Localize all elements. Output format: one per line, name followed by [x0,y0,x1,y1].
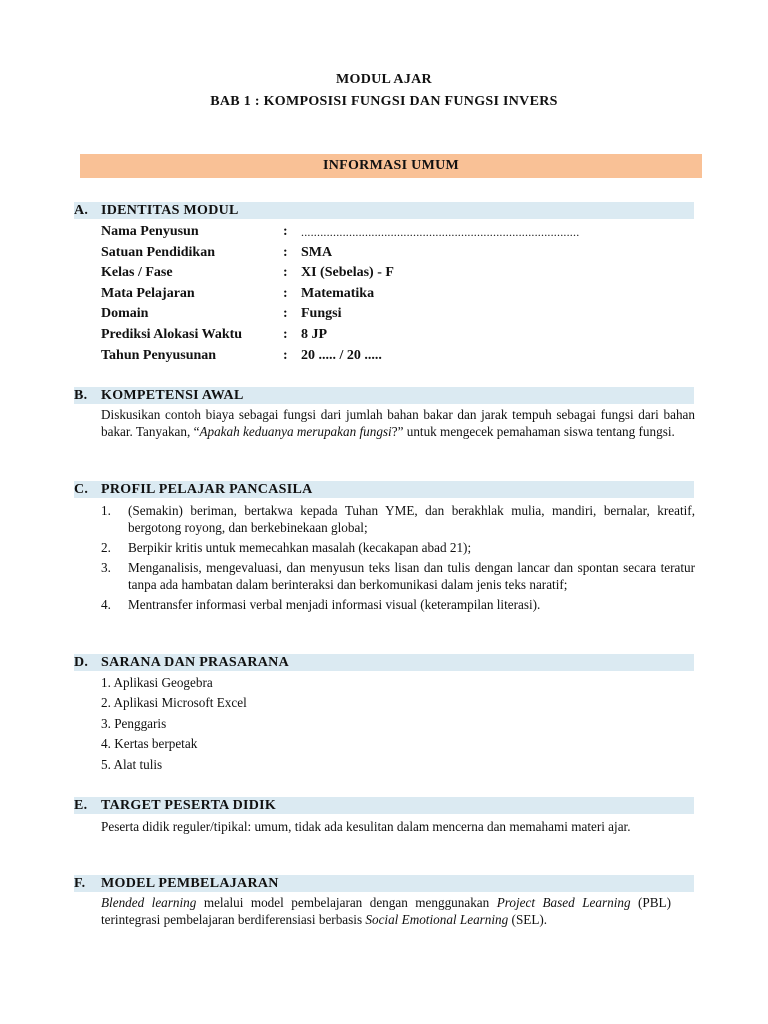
list-item-text: Berpikir kritis untuk memecahkan masalah (kecakapan abad 21); [128,540,472,555]
section-f-text-4: (PBL) terintegrasi pembelajaran berdiferensiasi berbasis [101,895,671,927]
section-a-title: IDENTITAS MODUL [101,203,239,218]
identity-label: Kelas / Fase [101,265,173,281]
section-f-header [74,875,694,892]
list-item: 5. Alat tulis [101,756,163,772]
identity-colon: : [283,244,288,260]
section-f-letter: F. [74,876,86,891]
section-a-letter: A. [74,203,89,218]
section-e-title: TARGET PESERTA DIDIK [101,798,277,813]
section-d-header [74,654,694,671]
section-f-italic-3: Social Emotional Learning [365,912,509,927]
info-banner: INFORMASI UMUM [80,154,702,178]
section-b-text-1: Diskusikan contoh biaya sebagai fungsi dari jumlah bahan bakar dan jarak tempuh sebagai fungsi dari bahan bakar. Tanyakan, “ [101,407,695,439]
section-f-title: MODEL PEMBELAJARAN [101,876,279,891]
section-b-text [101,406,695,440]
profile-list [101,502,695,616]
section-b-letter: B. [74,388,88,403]
identity-label: Satuan Pendidikan [101,244,215,260]
list-item-number: 4. [101,597,111,612]
section-b-header [74,387,694,404]
list-item-number: 3. [101,560,111,575]
identity-colon: : [283,224,288,239]
section-c-header [74,481,694,498]
section-f-text-6: (SEL). [508,912,548,927]
list-item: 2. Aplikasi Microsoft Excel [101,695,247,711]
identity-label: Prediksi Alokasi Waktu [101,327,243,342]
facilities-list [101,673,247,775]
section-c-title: PROFIL PELAJAR PANCASILA [101,482,313,497]
section-a-header [74,202,694,219]
identity-colon: : [283,327,288,342]
section-f-italic-2: Project Based Learning [496,895,631,910]
identity-value: Fungsi [301,306,342,322]
identity-label: Nama Penyusun [101,224,199,239]
identity-value: SMA [301,244,333,260]
section-f-text [101,894,671,928]
identity-colon: : [283,347,288,363]
document-title: MODUL AJAR [336,72,432,87]
list-item: 4. Kertas berpetak [101,736,198,752]
identity-colon: : [283,285,288,301]
list-item [101,596,695,613]
identity-value: ....................................................................................... [301,225,580,239]
identity-value: XI (Sebelas) - F [301,265,394,281]
section-f-text-2: melalui model pembelajaran dengan menggunakan [196,895,497,910]
section-e-header [74,797,694,814]
identity-label: Tahun Penyusunan [101,347,217,363]
list-item: 1. Aplikasi Geogebra [101,675,213,690]
list-item [101,539,695,556]
list-item [101,502,695,536]
section-b-text-2: ?” untuk mengecek pemahaman siswa tentang fungsi. [391,424,675,439]
section-e-text: Peserta didik reguler/tipikal: umum, tidak ada kesulitan dalam mencerna dan memahami materi ajar. [101,819,631,834]
list-item-text: Mentransfer informasi verbal menjadi informasi visual (keterampilan literasi). [128,597,541,612]
identity-label: Mata Pelajaran [101,285,195,301]
section-f-italic-1: Blended learning [101,895,197,910]
list-item-number: 1. [101,503,111,518]
list-item-number: 2. [101,540,111,555]
section-b-text-italic: Apakah keduanya merupakan fungsi [199,424,392,439]
identity-value: 8 JP [301,327,328,342]
identity-value: 20 ..... / 20 ..... [301,347,382,363]
identity-colon: : [283,306,288,322]
identity-label: Domain [101,306,149,322]
identity-value: Matematika [301,285,375,301]
section-d-title: SARANA DAN PRASARANA [101,655,290,670]
list-item [101,559,695,593]
list-item: 3. Penggaris [101,715,167,731]
section-e-letter: E. [74,798,88,813]
section-d-letter: D. [74,655,89,670]
list-item-text: Menganalisis, mengevaluasi, dan menyusun teks lisan dan tulis dengan lancar dan spontan secara teratur tanpa ada hambatan dalam berinteraksi dan berkomunikasi dalam jenis teks naratif; [128,560,695,592]
document-subtitle: BAB 1 : KOMPOSISI FUNGSI DAN FUNGSI INVERS [210,94,558,109]
list-item-text: (Semakin) beriman, bertakwa kepada Tuhan YME, dan berakhlak mulia, mandiri, bernalar, kreatif, bergotong royong, dan berkebinekaan global; [128,503,695,535]
section-c-letter: C. [74,482,89,497]
identity-colon: : [283,265,288,281]
section-b-title: KOMPETENSI AWAL [101,388,244,403]
